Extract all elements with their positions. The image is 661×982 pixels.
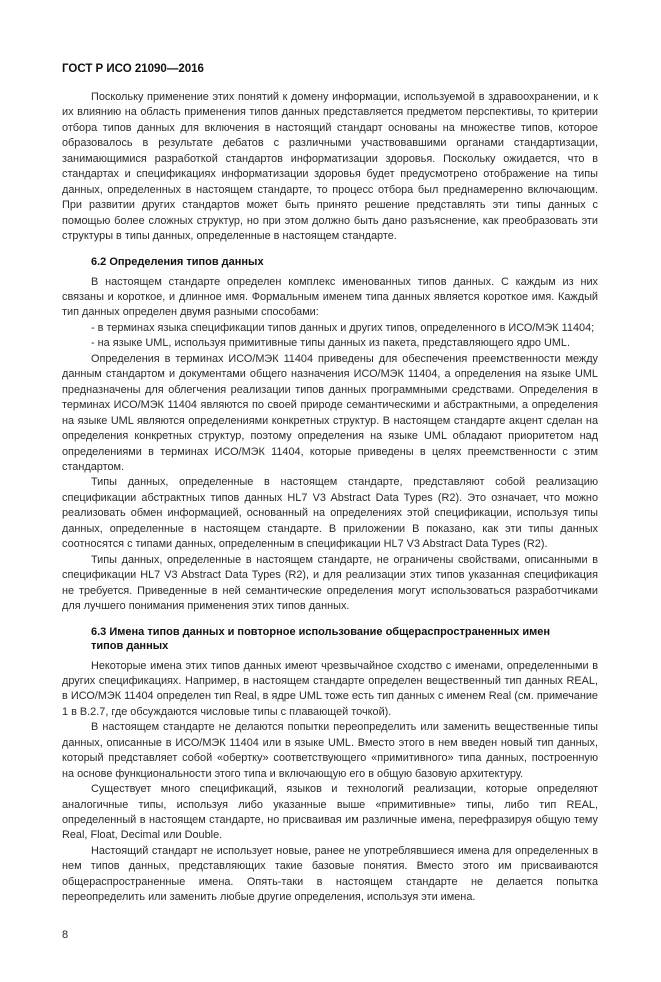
paragraph: Настоящий стандарт не использует новые, ранее не употреблявшиеся имена для определенных в нем типов данных, представляющих такие базовые понятия. Вместо этого им присваиваются общераспространенные имена. Опять-таки в настоящем стандарте не делается попытка переопределить или заменить любые другие определения, используя эти имена.	[62, 844, 598, 904]
paragraph: Определения в терминах ИСО/МЭК 11404 приведены для обеспечения преемственности между данным стандартом и документами общего назначения ИСО/МЭК 11404, а определения на языке UML предназначены для облегчения реализации типов данных программными средствами. Определения в терминах ИСО/МЭК 11404 являются по своей природе семантическими и абстрактными, а определения на языке UML являются определениями конкретных структур. В настоящем стандарте акцент сделан на определения конкретных структур, поэтому определения на языке UML обладают приоритетом над определениями в терминах ИСО/МЭК 11404, которые приведены в целях преемственности с этим стандартом.	[62, 352, 598, 473]
paragraph: В настоящем стандарте не делаются попытки переопределить или заменить вещественные типы данных, описанные в ИСО/МЭК 11404 или в языке UML. Вместо этого в нем введен новый тип данных, который представляет собой «обертку» соответствующего «примитивного» типа данных, построенную на основе функциональности этого типа и включающую его в общую базовую архитектуру.	[62, 721, 598, 780]
list-item: - на языке UML, используя примитивные типы данных из пакета, представляющего ядро UML.	[91, 337, 571, 350]
paragraph: Типы данных, определенные в настоящем стандарте, не ограничены свойствами, описанными в спецификации HL7 V3 Abstract Data Types (R2), и для реализации этих типов указанная спецификация не требуется. Приведенные в ней семантические определения могут использоваться разработчиками для лучшего понимания применения этих типов данных.	[62, 553, 598, 613]
paragraph: Поскольку применение этих понятий к домену информации, используемой в здравоохранении, и к их влиянию на область применения типов данных представляется предметом перспективы, то критерии отбора типов данных для включения в настоящий стандарт основаны на множестве типов, которое образовалось в результате дебатов с различными участвовавшими органами стандартизации, занимающимися разработкой стандартов информатизации здоровья. Поскольку ожидается, что в стандартах и спецификациях информатизации здоровья будет предусмотрено отображение на типы данных, определенных в настоящем стандарте, то процесс отбора был преднамеренно включающим. При развитии других стандартов может быть принято решение представлять эти типы данных с помощью более сложных структур, но при этом должно быть дано разъяснение, как преобразовать эти структуры в типы данных, определенные в настоящем стандарте.	[62, 91, 598, 243]
paragraph: Некоторые имена этих типов данных имеют чрезвычайное сходство с именами, определенными в других спецификациях. Например, в настоящем стандарте определен вещественный тип данных REAL, в ИСО/МЭК 11404 определен тип Real, в ядре UML тоже есть тип данных с именем Real (см. примечание 1 в B.2.7, где обсуждаются числовые типы с плавающей точкой).	[62, 659, 598, 718]
document-page	[62, 0, 598, 982]
section-6-3-body	[62, 659, 598, 906]
paragraph: В настоящем стандарте определен комплекс именованных типов данных. С каждым из них связаны и короткое, и длинное имя. Формальным именем типа данных является короткое имя. Каждый тип данных определен двумя разными способами:	[62, 275, 598, 319]
paragraph: Существует много спецификаций, языков и технологий реализации, которые определяют аналогичные типы, используя либо указанные выше «примитивные» типы, либо тип REAL, определенный в настоящем стандарте, но присваивая им различные имена, перефразируя общую тему Real, Float, Decimal или Double.	[62, 783, 598, 842]
paragraph: Типы данных, определенные в настоящем стандарте, представляют собой реализацию спецификации абстрактных типов данных HL7 V3 Abstract Data Types (R2). Это означает, что можно реализовать обмен информацией, основанный на определениях этой спецификации, используя типы данных, определенные в настоящем стандарте. В приложении В показано, как эти типы данных соотносятся с типами данных, определенным в спецификации HL7 V3 Abstract Data Types (R2).	[62, 476, 598, 551]
page-number: 8	[62, 928, 69, 941]
document-header: ГОСТ Р ИСО 21090—2016	[62, 63, 204, 75]
list-item: - в терминах языка спецификации типов данных и других типов, определенного в ИСО/МЭК 11404;	[91, 321, 595, 334]
section-6-2-body	[62, 275, 598, 615]
section-heading-6-3: 6.3 Имена типов данных и повторное использование общераспространенных имен типов данных	[91, 625, 551, 652]
section-heading-6-2: 6.2 Определения типов данных	[91, 255, 264, 268]
intro-section	[62, 90, 598, 245]
